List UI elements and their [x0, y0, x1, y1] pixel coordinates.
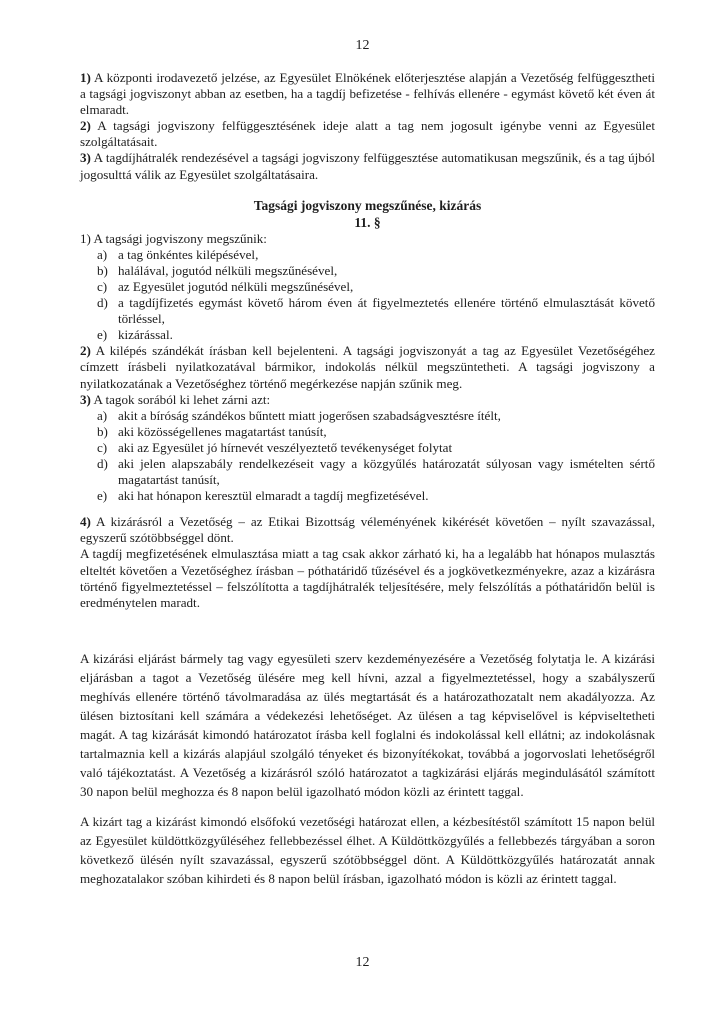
expulsion-list: [80, 408, 655, 505]
list-label: c): [97, 439, 108, 455]
list-text: az Egyesület jogutód nélküli megszűnésével,: [118, 278, 354, 294]
list-item: [80, 488, 655, 504]
list-label: c): [97, 278, 108, 294]
paragraph-text: A tagsági jogviszony megszűnik:: [90, 230, 267, 246]
paragraph-number: 3): [80, 150, 91, 166]
paragraph-text: A tagok sorából ki lehet zárni azt:: [90, 391, 271, 407]
paragraph-text: A tagdíjhátralék rendezésével a tagsági jogviszony felfüggesztése automatikusan megszűnik, és a tag újból jogosulttá válik az Egyesület szolgáltatásaira.: [80, 150, 655, 182]
list-item: [80, 279, 655, 295]
list-label: d): [97, 455, 108, 471]
paragraph-number: 2): [80, 343, 91, 359]
list-text: aki közösségellenes magatartást tanúsít,: [118, 423, 327, 439]
list-item: [80, 456, 655, 488]
paragraph-text: A kizárásról a Vezetőség – az Etikai Bizottság véleményének kikérését követően – nyílt szavazással, egyszerű szótöbbséggel dönt.: [80, 514, 655, 546]
list-text: aki az Egyesület jó hírnevét veszélyeztető tevékenységet folytat: [118, 439, 453, 455]
paragraph-appeal: A kizárt tag a kizárást kimondó elsőfokú vezetőségi határozat ellen, a kézbesítéstől számított 15 napon belül az Egyesület küldöttközgyűléséhez fellebbezéssel élhet. A Küldöttközgyűlés a fellebbezés tárgyában a soron következő ülésén nyílt szavazással, egyszerű szótöbbséggel dönt. A Küldöttközgyűlés határozatát annak meghozatalakor szóban kihirdeti és 8 napon belül írásban, igazolható módon is közli az érintett taggal.: [80, 813, 655, 886]
list-item: [80, 327, 655, 343]
paragraph-number: 1): [80, 230, 91, 246]
termination-list: [80, 247, 655, 344]
section-number: 11. §: [354, 214, 381, 230]
paragraph-number: 4): [80, 514, 91, 530]
intro-paragraph-3: [80, 150, 655, 182]
list-label: b): [97, 423, 108, 439]
list-item: [80, 247, 655, 263]
page-number-bottom: 12: [355, 955, 370, 970]
list-label: d): [97, 295, 108, 311]
page-number-top: 12: [355, 38, 370, 53]
list-item: [80, 263, 655, 279]
paragraph-number: 3): [80, 391, 91, 407]
list-text: a tag önkéntes kilépésével,: [118, 246, 259, 262]
list-label: a): [97, 407, 108, 423]
paragraph-text: A kilépés szándékát írásban kell bejelenteni. A tagsági jogviszonyát a tag az Egyesület Vezetőségéhez címzett írásbeli nyilatkozatával bármikor, indokolás nélkül megszüntetheti. A tagsági jogviszony a nyilatkozatának a Vezetőséghez történő megérkezése napján szűnik meg.: [80, 343, 655, 391]
list-item: [80, 295, 655, 327]
list-label: a): [97, 246, 108, 262]
list-text: aki hat hónapon keresztül elmaradt a tagdíj megfizetésével.: [118, 488, 429, 504]
paragraph-text: A tagsági jogviszony felfüggesztésének ideje alatt a tag nem jogosult igénybe venni az Egyesület szolgáltatásait.: [80, 118, 655, 150]
paragraph-expulsion-procedure: A kizárási eljárást bármely tag vagy egyesületi szerv kezdeményezésére a Vezetőség folytatja le. A kizárási eljárásban a tagot a Vezetőség ülésére meg kell hívni, azzal a figyelmeztetéssel, hogy a szabályszerű meghívás ellenére történő távolmaradása az ülés megtartását és a határozathozatalt nem akadályozza. Az ülésen biztosítani kell számára a védekezési lehetőséget. Az ülésen a tag képviselővel is képviseltetheti magát. A tag kizárását kimondó határozatot írásba kell foglalni és indokolással kell ellátni; az indokolásnak tartalmaznia kell a kizárás alapjául szolgáló tényeket és bizonyítékokat, továbbá a jogorvoslati lehetőségről való tájékoztatást. A Vezetőség a kizárásról szóló határozatot a tagkizárási eljárás megindulásától számított 30 napon belül meghozza és 8 napon belül igazolható módon közli az érintett taggal.: [80, 650, 655, 800]
intro-paragraph-1: [80, 70, 655, 118]
section-heading: Tagsági jogviszony megszűnése, kizárás: [253, 197, 482, 213]
list-label: e): [97, 488, 108, 504]
list-item: [80, 424, 655, 440]
list-item: [80, 408, 655, 424]
paragraph-4: [80, 514, 655, 546]
paragraph-4-continuation: A tagdíj megfizetésének elmulasztása miatt a tag csak akkor zárható ki, ha a legalább hat hónapos mulasztás elteltét követően a Vezetőséghez írásban – póthatáridő tűzésével és a jogkövetkezményekre, azaz a kizárásra történő figyelmeztetéssel – felszólította a tagdíjhátralék teljesítésére, mely felszólítás a póthatáridőn belül is eredménytelen maradt.: [80, 546, 655, 610]
paragraph-text: A központi irodavezető jelzése, az Egyesület Elnökének előterjesztése alapján a Vezetőség felfüggesztheti a tagsági jogviszonyt abban az esetben, ha a tagdíj befizetése - felhívás ellenére - egymást követő két éven át elmaradt.: [80, 70, 655, 118]
intro-paragraph-2: [80, 118, 655, 150]
list-text: aki jelen alapszabály rendelkezéseit vagy a közgyűlés határozatát súlyosan vagy ismételten sértő magatartást tanúsít,: [118, 455, 655, 488]
paragraph-number: 2): [80, 118, 91, 134]
paragraph-number: 1): [80, 70, 91, 85]
paragraph-3-lead: [80, 392, 655, 408]
list-text: halálával, jogutód nélküli megszűnésével,: [118, 262, 338, 278]
document-body: [80, 70, 655, 888]
list-label: e): [97, 327, 108, 343]
paragraph-1-lead: [80, 231, 655, 247]
list-text: kizárással.: [118, 327, 173, 343]
list-item: [80, 440, 655, 456]
list-text: akit a bíróság szándékos bűntett miatt jogerősen szabadságvesztésre ítélt,: [118, 407, 501, 423]
paragraph-2: [80, 343, 655, 391]
list-label: b): [97, 262, 108, 278]
list-text: a tagdíjfizetés egymást követő három éven át figyelmeztetés ellenére történő elmulasztását követő törléssel,: [118, 295, 655, 327]
